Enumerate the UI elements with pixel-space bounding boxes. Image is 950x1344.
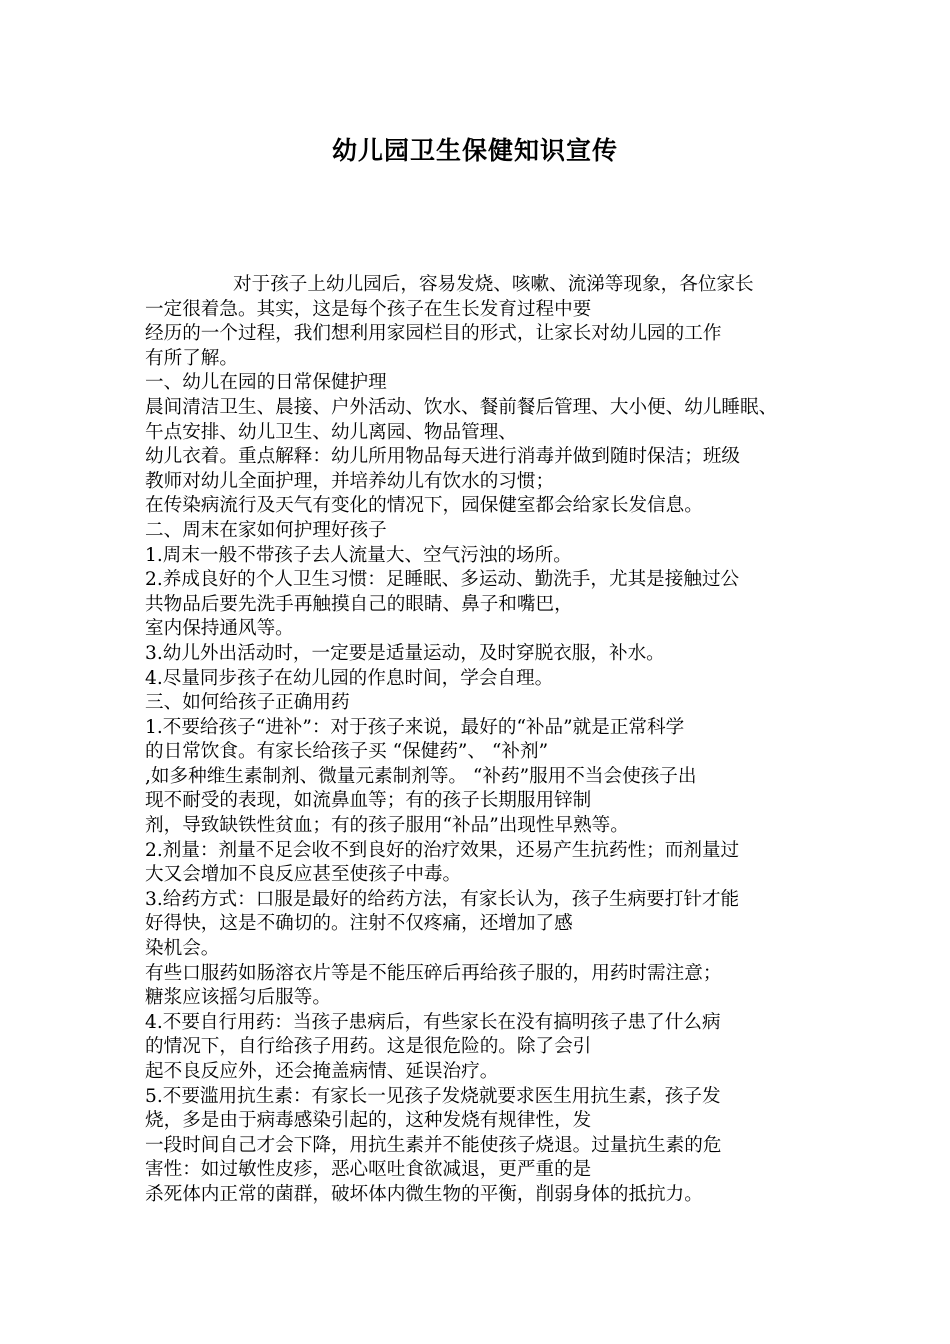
paragraph-line: 三、如何给孩子正确用药	[145, 692, 350, 714]
paragraph-line: 3.给药方式：口服是最好的给药方法，有家长认为，孩子生病要打针才能	[145, 888, 740, 910]
document-body	[145, 273, 825, 1208]
paragraph-line: 有所了解。	[145, 347, 238, 369]
paragraph-line: 一段时间自己才会下降，用抗生素并不能使孩子烧退。过量抗生素的危	[145, 1134, 722, 1156]
paragraph-line: 糖浆应该摇匀后服等。	[145, 987, 331, 1009]
paragraph-line: 一定很着急。其实，这是每个孩子在生长发育过程中要	[145, 298, 592, 320]
paragraph-line: 二、周末在家如何护理好孩子	[145, 519, 387, 541]
paragraph-line: 2.剂量：剂量不足会收不到良好的治疗效果，还易产生抗药性；而剂量过	[145, 839, 740, 861]
paragraph-line: 共物品后要先洗手再触摸自己的眼睛、鼻子和嘴巴，	[145, 593, 573, 615]
paragraph-line: 5.不要滥用抗生素：有家长一见孩子发烧就要求医生用抗生素，孩子发	[145, 1085, 721, 1107]
paragraph-line: ,如多种维生素制剂、微量元素制剂等。 “补药”服用不当会使孩子出	[145, 765, 697, 787]
paragraph-line: 午点安排、幼儿卫生、幼儿离园、物品管理、	[145, 421, 517, 443]
paragraph-line: 4.不要自行用药：当孩子患病后，有些家长在没有搞明孩子患了什么病	[145, 1011, 721, 1033]
paragraph-line: 一、幼儿在园的日常保健护理	[145, 372, 387, 394]
paragraph-line: 4.尽量同步孩子在幼儿园的作息时间，学会自理。	[145, 667, 554, 689]
paragraph-line: 烧，多是由于病毒感染引起的，这种发烧有规律性，发	[145, 1110, 592, 1132]
paragraph-line: 杀死体内正常的菌群，破坏体内微生物的平衡，削弱身体的抵抗力。	[145, 1183, 703, 1205]
paragraph-line: 晨间清洁卫生、晨接、户外活动、饮水、餐前餐后管理、大小便、幼儿睡眠、	[145, 396, 778, 418]
paragraph-line: 害性：如过敏性皮疹，恶心呕吐食欲减退，更严重的是	[145, 1159, 592, 1181]
paragraph-line: 教师对幼儿全面护理，并培养幼儿有饮水的习惯；	[145, 470, 555, 492]
paragraph-line: 有些口服药如肠溶衣片等是不能压碎后再给孩子服的，用药时需注意；	[145, 962, 722, 984]
paragraph-line: 好得快，这是不确切的。注射不仅疼痛，还增加了感	[145, 913, 573, 935]
paragraph-line: 的情况下，自行给孩子用药。这是很危险的。除了会引	[145, 1036, 592, 1058]
paragraph-line: 室内保持通风等。	[145, 618, 294, 640]
paragraph-line: 幼儿衣着。重点解释：幼儿所用物品每天进行消毒并做到随时保洁；班级	[145, 446, 741, 468]
paragraph-line: 的日常饮食。有家长给孩子买 “保健药”、 “补剂”	[145, 741, 549, 763]
paragraph-line: 剂，导致缺铁性贫血；有的孩子服用“补品”出现性早熟等。	[145, 815, 629, 837]
paragraph-line: 2.养成良好的个人卫生习惯：足睡眠、多运动、勤洗手，尤其是接触过公	[145, 569, 740, 591]
paragraph-line: 在传染病流行及天气有变化的情况下，园保健室都会给家长发信息。	[145, 495, 703, 517]
paragraph-line: 1.不要给孩子“进补”：对于孩子来说，最好的“补品”就是正常科学	[145, 716, 685, 738]
paragraph-line: 大又会增加不良反应甚至使孩子中毒。	[145, 864, 462, 886]
document-title: 幼儿园卫生保健知识宣传	[331, 136, 618, 165]
paragraph-line: 起不良反应外，还会掩盖病情、延误治疗。	[145, 1061, 499, 1082]
paragraph-line: 染机会。	[145, 938, 220, 960]
paragraph-line: 3.幼儿外出活动时，一定要是适量运动，及时穿脱衣服，补水。	[145, 642, 665, 664]
paragraph-line: 对于孩子上幼儿园后，容易发烧、咳嗽、流涕等现象，各位家长	[233, 274, 754, 295]
paragraph-line: 现不耐受的表现，如流鼻血等；有的孩子长期服用锌制	[145, 790, 592, 812]
paragraph-line: 1.周末一般不带孩子去人流量大、空气污浊的场所。	[145, 544, 572, 566]
paragraph-line: 经历的一个过程，我们想利用家园栏目的形式，让家长对幼儿园的工作	[145, 323, 722, 345]
